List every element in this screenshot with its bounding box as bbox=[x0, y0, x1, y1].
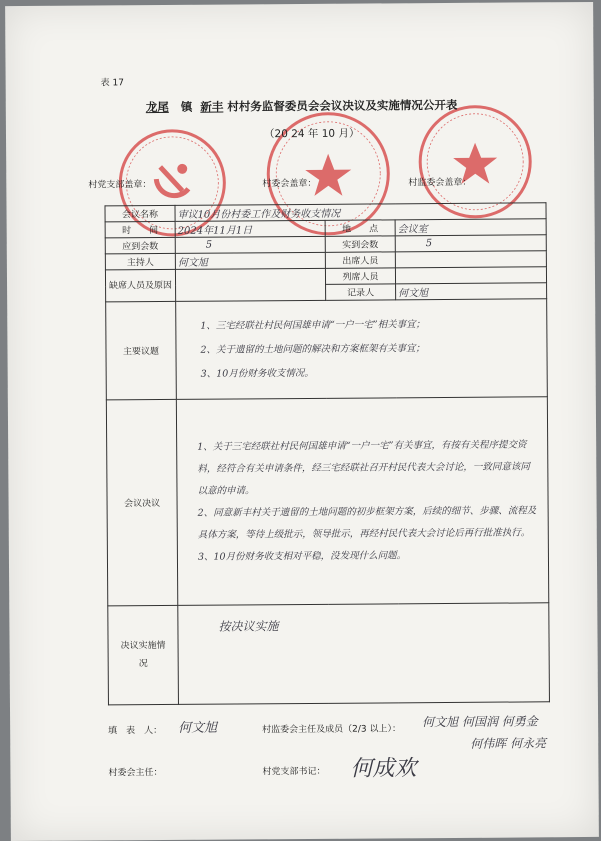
resolution-label: 会议决议 bbox=[106, 399, 177, 605]
topics-label: 主要议题 bbox=[106, 301, 177, 399]
supervision-seal-label: 村监委会盖章： bbox=[408, 177, 472, 189]
actual-value: 5 bbox=[395, 235, 546, 252]
supervisor-label: 村监委会主任及成员（2/3 以上）： bbox=[262, 724, 402, 736]
supervisor-signatures: 何文旭 何国润 何勇金 bbox=[422, 714, 538, 730]
village-name: 新丰 bbox=[200, 99, 224, 114]
filler-signature: 何文旭 bbox=[178, 720, 218, 736]
document-page bbox=[5, 2, 599, 841]
document-title bbox=[146, 97, 458, 115]
time-label: 时 间 bbox=[105, 221, 175, 237]
committee-head-label: 村委会主任： bbox=[108, 767, 163, 779]
party-secretary-signature: 何成欢 bbox=[350, 756, 417, 782]
resolution-item: 3、10月份财务收支相对平稳，没发现什么问题。 bbox=[197, 549, 407, 563]
committee-seal-label: 村委会盖章： bbox=[262, 178, 317, 190]
expected-value: 5 bbox=[175, 236, 325, 253]
time-value: 2024年11月1日 bbox=[175, 220, 325, 237]
title-rest: 村村务监督委员会会议决议及实施情况公开表 bbox=[227, 97, 458, 114]
filler-label: 填 表 人： bbox=[108, 725, 163, 737]
resolution-list bbox=[176, 397, 548, 606]
absent-value bbox=[175, 268, 325, 301]
attendees-value bbox=[395, 251, 546, 268]
supervisor-signatures-2: 何伟晖 何永亮 bbox=[470, 736, 547, 751]
topic-item: 1、三宅经联社村民何国雄申请“一户一宅”相关事宜； bbox=[200, 318, 426, 332]
observers-value bbox=[395, 267, 546, 284]
observers-label: 列席人员 bbox=[325, 268, 395, 284]
place-value: 会议室 bbox=[395, 219, 546, 236]
resolution-item: 2、同意新丰村关于遗留的土地问题的初步框架方案，后续的细节、步骤、流程及具体方案，等待上级批示，领导批示，再经村民代表大会讨论后再行批准执行。 bbox=[197, 504, 537, 541]
resolution-item: 1、关于三宅经联社村民何国雄申请“一户一宅”有关事宜，有按有关程序提交资料，经符合有关申请条件，经三宅经联社召开村民代表大会讨论，一致同意该同以意的申请。 bbox=[197, 438, 530, 497]
party-seal-label: 村党支部盖章： bbox=[88, 180, 152, 191]
host-value: 何文旭 bbox=[175, 252, 325, 269]
topic-item: 2、关于遗留的土地问题的解决和方案框架有关事宜； bbox=[200, 342, 426, 356]
expected-label: 应到会数 bbox=[105, 237, 175, 253]
town-name: 龙尾 bbox=[145, 99, 169, 115]
party-secretary-label: 村党支部书记： bbox=[262, 766, 326, 778]
date-line: （20 24 年 10 月） bbox=[263, 127, 360, 141]
recorder-label: 记录人 bbox=[326, 284, 396, 300]
host-label: 主持人 bbox=[105, 253, 175, 269]
implementation-label: 决议实施情况 bbox=[108, 605, 179, 704]
actual-label: 实到会数 bbox=[325, 236, 395, 252]
meeting-form-table bbox=[104, 202, 549, 705]
town-suffix: 镇 bbox=[180, 99, 193, 114]
absent-label: 缺席人员及原因 bbox=[105, 269, 175, 301]
meeting-name-label: 会议名称 bbox=[105, 205, 175, 221]
topic-item: 3、10月份财务收支情况。 bbox=[200, 367, 314, 380]
implementation-value: 按决议实施 bbox=[178, 603, 550, 705]
recorder-value: 何文旭 bbox=[396, 283, 547, 300]
meeting-name-value: 审议10月份村委工作及财务收支情况 bbox=[175, 203, 546, 222]
place-label: 地 点 bbox=[325, 220, 395, 236]
form-number: 表 17 bbox=[100, 78, 124, 89]
topics-list bbox=[176, 299, 548, 400]
attendees-label: 出席人员 bbox=[325, 252, 395, 268]
